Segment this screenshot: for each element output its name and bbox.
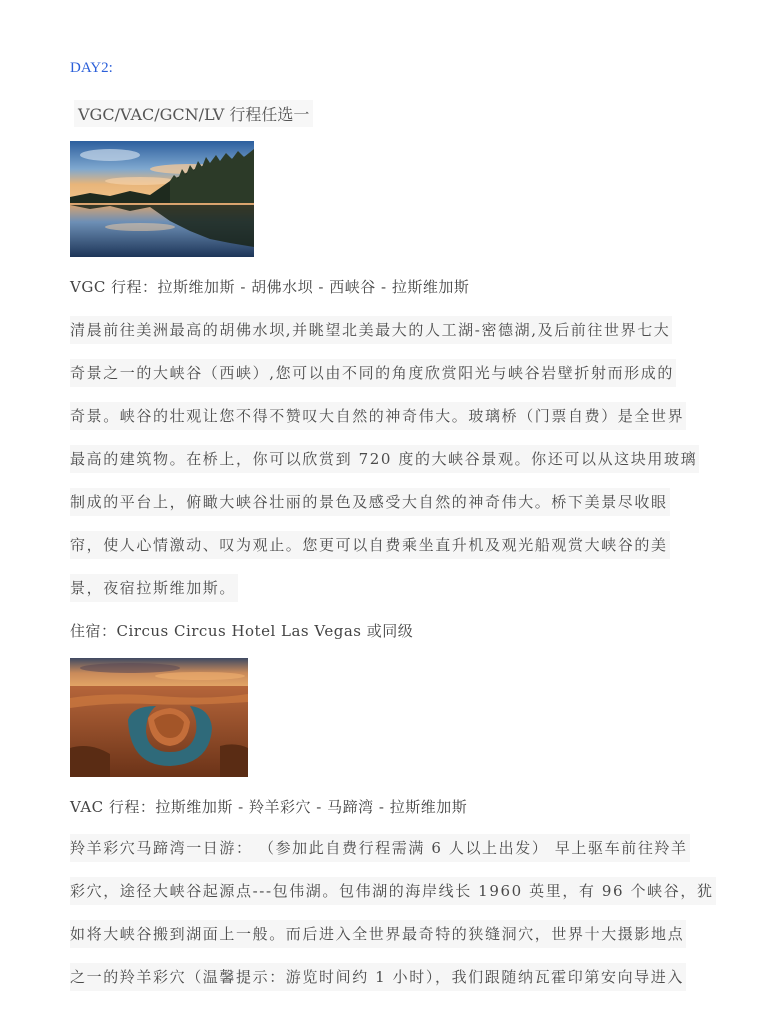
vgc-line: 奇景。峡谷的壮观让您不得不赞叹大自然的神奇伟大。玻璃桥（门票自费）是全世界 (70, 402, 686, 430)
vac-description (70, 834, 714, 1006)
hotel-info: 住宿：Circus Circus Hotel Las Vegas 或同级 (70, 622, 414, 640)
day-title: DAY2: (70, 60, 113, 76)
vac-line: 之一的羚羊彩穴（温馨提示：游览时间约 1 小时），我们跟随纳瓦霍印第安向导进入 (70, 963, 686, 991)
lake-reflection-photo (70, 141, 254, 257)
vgc-line: 清晨前往美洲最高的胡佛水坝,并眺望北美最大的人工湖-密德湖,及后前往世界七大 (70, 316, 672, 344)
vgc-route-heading: VGC 行程：拉斯维加斯 - 胡佛水坝 - 西峡谷 - 拉斯维加斯 (70, 278, 470, 296)
vgc-line: 制成的平台上，俯瞰大峡谷壮丽的景色及感受大自然的神奇伟大。桥下美景尽收眼 (70, 488, 670, 516)
vgc-line: 景，夜宿拉斯维加斯。 (70, 574, 238, 602)
vac-line: 彩穴，途径大峡谷起源点---包伟湖。包伟湖的海岸线长 1960 英里，有 96 个峡谷，犹 (70, 877, 716, 905)
vgc-description (70, 316, 702, 617)
vgc-line: 帘，使人心情激动、叹为观止。您更可以自费乘坐直升机及观光船观赏大峡谷的美 (70, 531, 670, 559)
vac-line: 如将大峡谷搬到湖面上一般。而后进入全世界最奇特的狭缝洞穴，世界十大摄影地点 (70, 920, 686, 948)
route-options-subtitle: VGC/VAC/GCN/LV 行程任选一 (74, 100, 313, 127)
vgc-line: 奇景之一的大峡谷（西峡）,您可以由不同的角度欣赏阳光与峡谷岩壁折射而形成的 (70, 359, 676, 387)
vgc-line: 最高的建筑物。在桥上，你可以欣赏到 720 度的大峡谷景观。你还可以从这块用玻璃 (70, 445, 699, 473)
vac-line: 羚羊彩穴马蹄湾一日游： （参加此自费行程需满 6 人以上出发） 早上驱车前往羚羊 (70, 834, 690, 862)
horseshoe-bend-photo (70, 658, 248, 777)
vac-route-heading: VAC 行程：拉斯维加斯 - 羚羊彩穴 - 马蹄湾 - 拉斯维加斯 (70, 798, 468, 816)
